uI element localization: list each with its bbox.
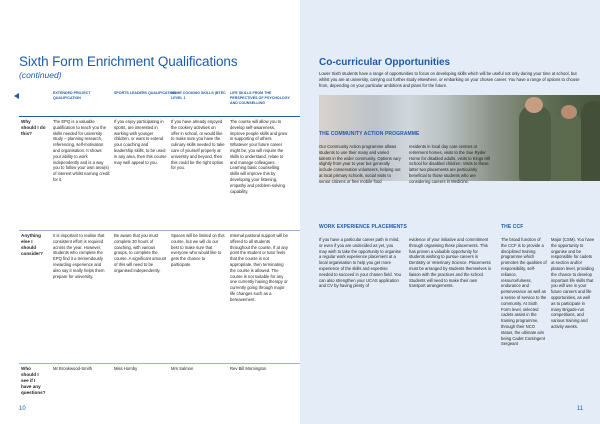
community-col2: residents in local day care centres or retirement homes, visits to the Sue Ryder Home for disabled adults, visits to Kings Hill School for disabled children. Visits to these latter two placements are particularly beneficial to those students who are considering careers in Medicine.: [409, 144, 491, 184]
page-subtitle: (continued): [19, 70, 62, 80]
cadet-figure: [581, 101, 600, 181]
cell-sports-why: If you enjoy participating in sports, are interested in working with younger children, or want to extend your coaching and leadership skills, to be used in any area, then this course may well appeal to you.: [114, 119, 167, 165]
work-col1: If you have a particular career path in mind, or even if you are undecided as yet, you may wish to take the opportunity to organise a regular work experience placement at a local organisation to help you get more experience of the skills and expertise needed to succeed in your chosen field. You can also strengthen your UCAS application and CV by having plenty of: [319, 237, 401, 289]
cell-life-skills-consider: Internal pastoral support will be offered to all students throughout the course. If at any point the student or tutor feels that the course is not appropriate, then terminating the course is allowed. The course is not suitable for any one currently having therapy or currently going through major life changes such as a bereavement.: [230, 233, 288, 302]
page-number: 10: [19, 406, 26, 412]
cadet-figure: [555, 113, 583, 181]
cell-epq-consider: It is important to realise that consistent effort is required across the year. However, students who complete the EPQ find it a tremendously rewarding experience and also say it really helps them prepare for university.: [53, 233, 105, 279]
row-label-contact: Who should I see if I have any questions?: [21, 366, 46, 395]
column-header-sports: SPORTS LEADERS QUALIFICATION: [114, 91, 176, 95]
column-header-cooking: HOME COOKING SKILLS (BTEC LEVEL 1: [171, 91, 226, 100]
ccf-col1: The broad function of the CCF is to provide a disciplined training programme which promotes the qualities of responsibility, self-reliance, resourcefulness, endurance and perseverance as well as a sense of service to the community. At Sixth Form level, selected cadets assist in the training programme, through their NCO status, the ultimate aim being Cadet Contingent Sergeant: [501, 237, 547, 347]
cell-cooking-why: If you have already enjoyed the cookery activities on offer in school, or would like to make sure you have the culinary skills needed to take care of yourself properly at university and beyond, then this could be the right option for you.: [171, 119, 225, 171]
co-curricular-title: Co-curricular Opportunities: [319, 57, 451, 68]
cell-life-skills-why: The course will allow you to develop self-awareness, improve people skills and grow in supporting of others. Whatever your future career might be, you will require the skills to understand, relate to and manage colleagues. Learning basic counselling skills will improve this by developing your listening, empathy and problem-solving capability.: [230, 119, 288, 194]
row-label-consider: Anything else I should consider?: [21, 233, 43, 256]
row-divider: [19, 363, 300, 364]
cell-life-skills-contact: Rev Bill Mornington: [230, 366, 267, 371]
row-label-why: Why should I do this?: [21, 119, 46, 136]
cell-cooking-consider: Spaces will be limited on this course, but we will do our best to make sure that everyone who would like to gets the chance to participate.: [171, 233, 225, 267]
ccf-col2: Major (CSM). You have the opportunity to organise and be responsible for cadets at section and/or platoon level, providing the chance to develop important life skills that you will use in your future careers and life opportunities, as well as to participate in many Brigade-run competitions, and various training and activity weeks.: [551, 237, 595, 329]
row-divider: [19, 230, 300, 231]
work-heading: WORK EXPERIENCE PLACEMENTS: [319, 224, 407, 230]
page-title: Sixth Form Enrichment Qualifications: [19, 54, 238, 69]
row-divider: [19, 116, 300, 117]
cell-sports-consider: Be aware that you must complete 30 hours of coaching, with various groups, to complete the course. A significant amount of this will need to be organised independently.: [114, 233, 167, 273]
arrow-left-icon: [14, 93, 19, 99]
cell-epq-contact: Mr Brookwood-Smith: [53, 366, 93, 371]
cell-cooking-contact: Mrs Salmon: [171, 366, 194, 371]
ccf-heading: THE CCF: [501, 224, 524, 230]
cadet-figure: [519, 105, 551, 181]
column-header-life-skills: LIFE SKILLS FROM THE PERSPECTIVES OF PSYCHOLOGY AND COUNSELLING: [230, 91, 290, 105]
work-col2: evidence of your initiative and commitment through organising these placements. This has proven a valuable opportunity for students wishing to pursue careers in Dentistry or Veterinary Science. Placements must be arranged by students themselves in liaison with the practices and the school. Students will need to make their own transport arrangements.: [409, 237, 492, 289]
cell-sports-contact: Miss Hornby: [114, 366, 138, 371]
column-header-epq: EXTENDED PROJECT QUALIFICATION: [53, 91, 91, 100]
cadet-head: [561, 105, 577, 119]
cell-epq-why: The EPQ is a valuable qualification to teach you the skills needed for university study – planning research, referencing, self-motivation and organisation. It shows your ability to work independently and is a way you to follow your own area(s) of interest whilst earning credit for it.: [53, 119, 110, 182]
right-page: [300, 0, 600, 424]
cadet-head: [525, 97, 543, 113]
page-number: 11: [577, 406, 584, 412]
community-heading: THE COMMUNITY ACTION PROGRAMME: [319, 131, 420, 137]
community-col1: Our Community Action programme allows students to use their many and varied talents in the wider community. Options vary slightly from year to year but generally include conservation volunteers, helping out at local primary schools, social visits to senior citizens or free mobile food: [319, 144, 401, 184]
co-curricular-intro: Lower Sixth students have a range of opportunities to focus on developing skills which will be useful not only during your time at school, but whilst you are at university, carrying out further study elsewhere, or embarking on your chosen career. You have a range of options to choose from, depending on your particular ambitions and plans for the future.: [319, 71, 580, 88]
